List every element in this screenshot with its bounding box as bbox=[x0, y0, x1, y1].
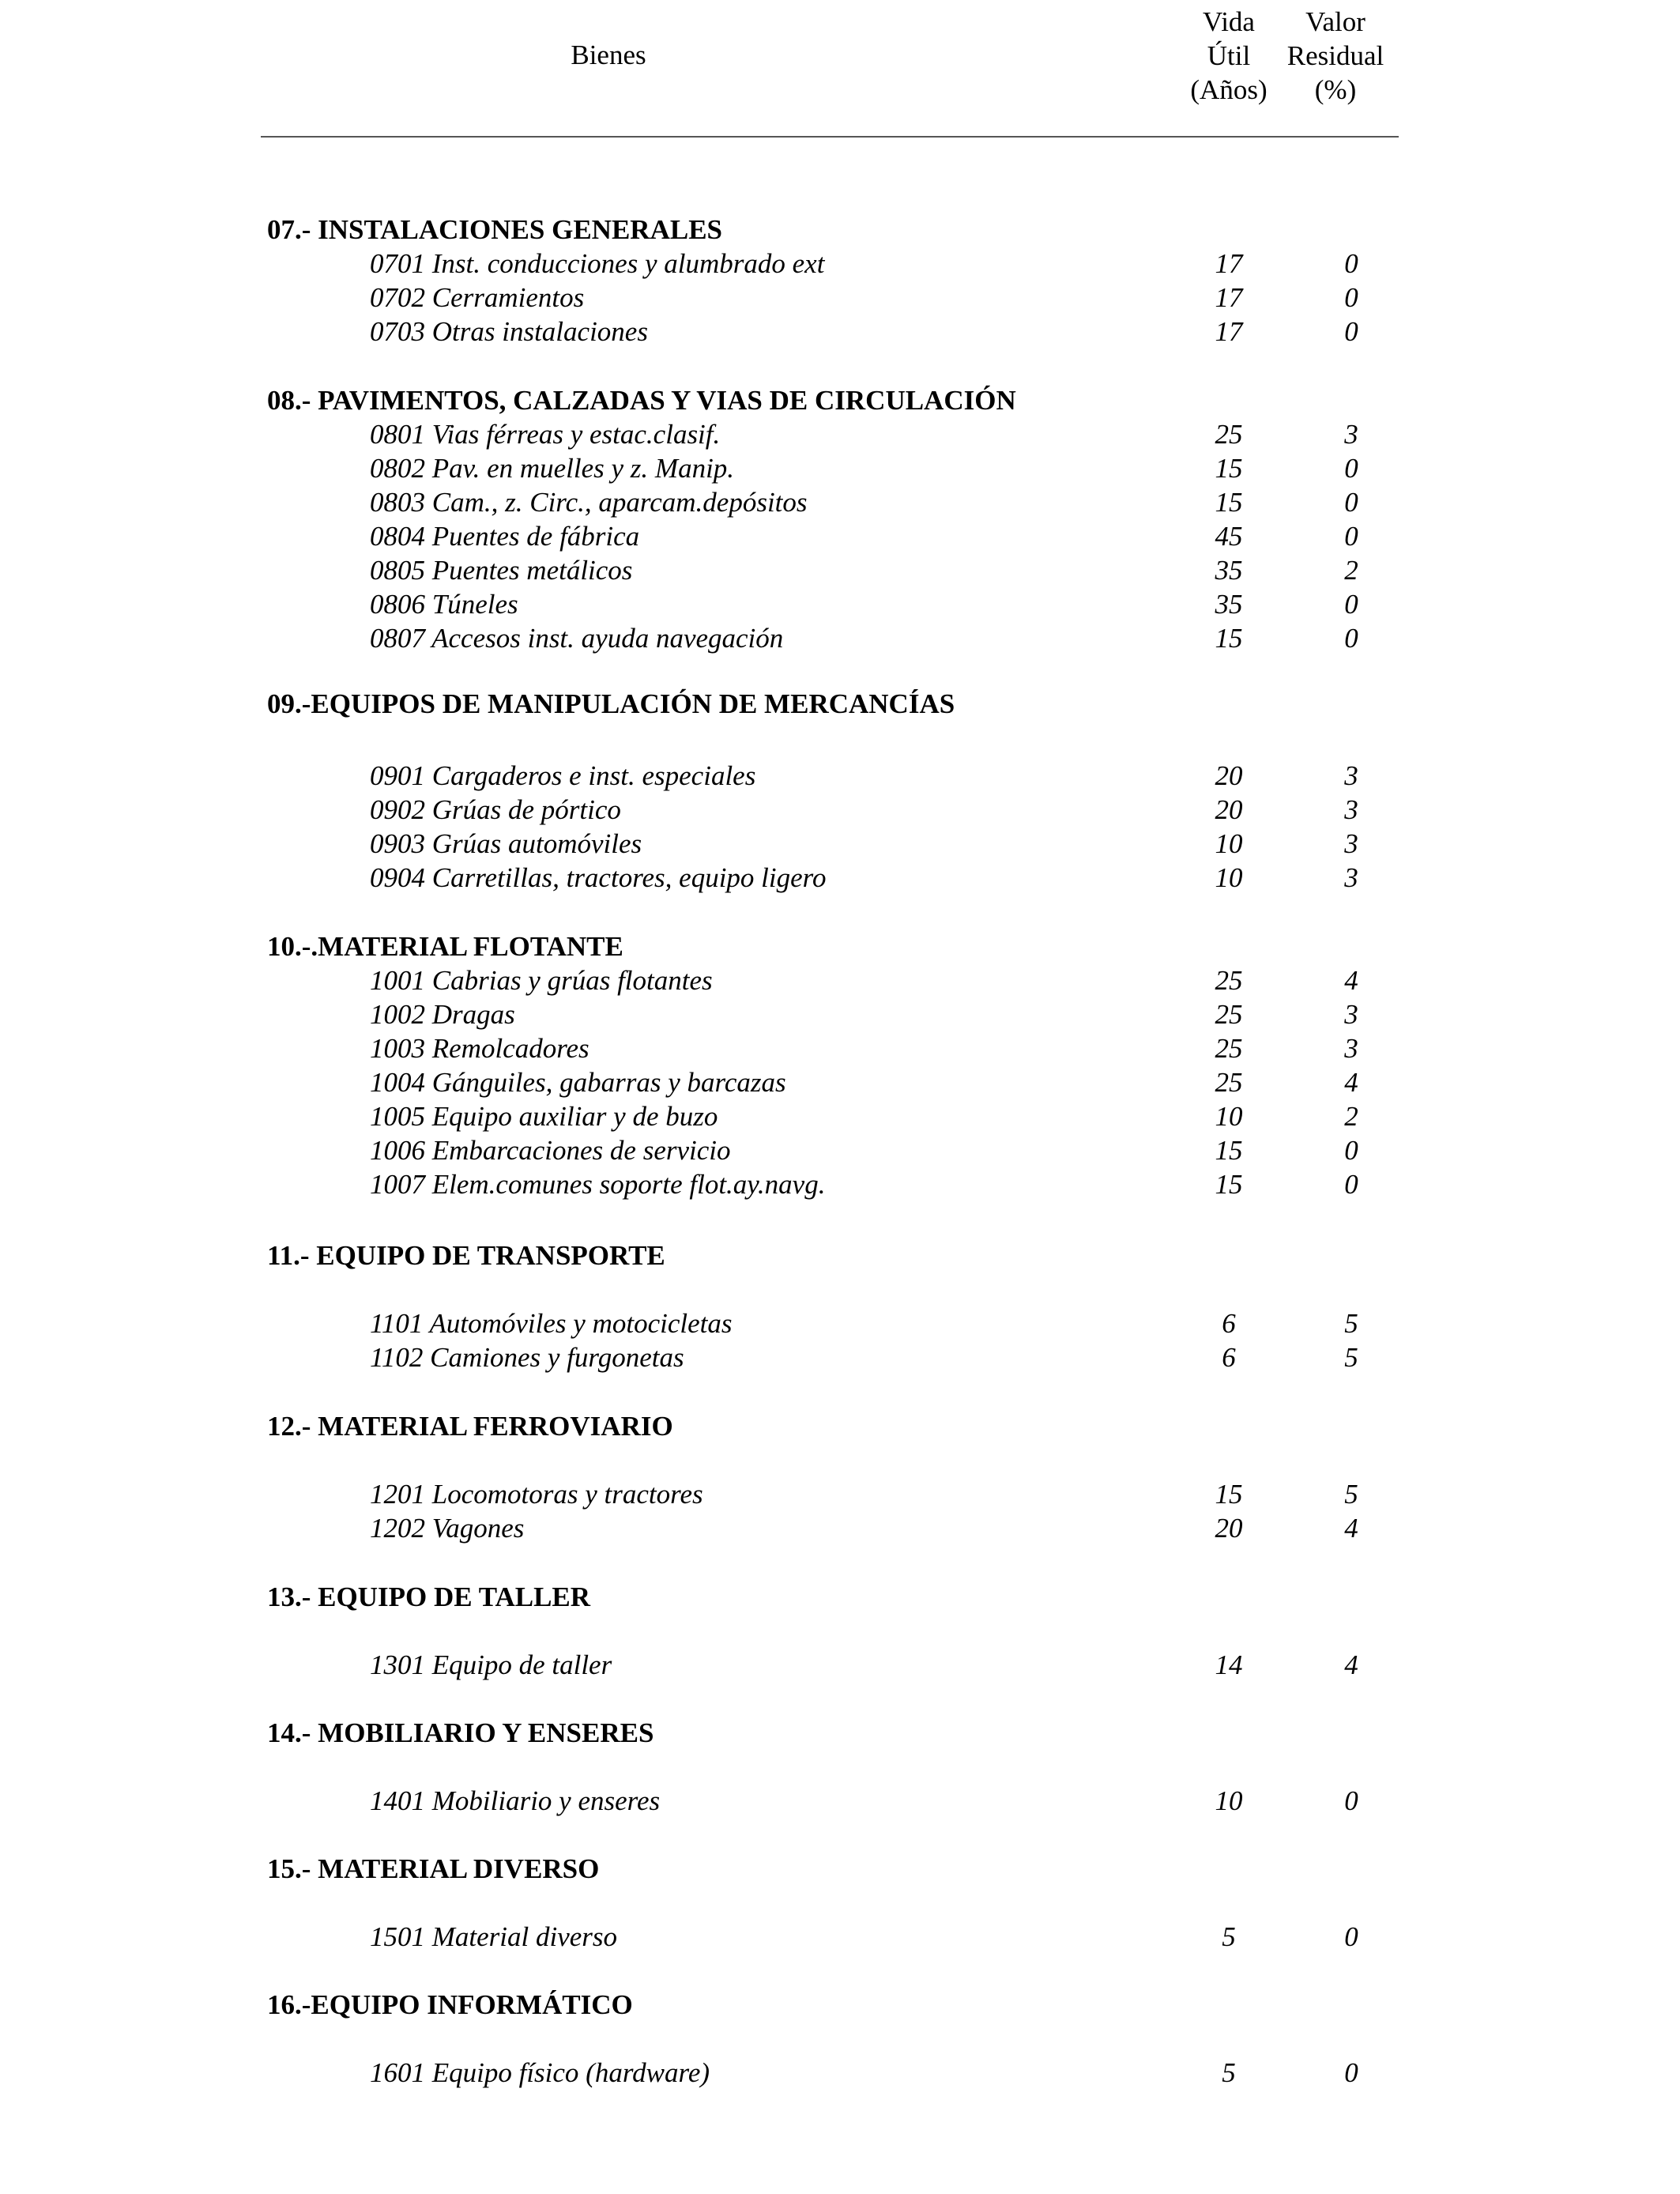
row-vida-util: 20 bbox=[1215, 760, 1243, 791]
row-valor-residual: 0 bbox=[1344, 589, 1358, 620]
table-row bbox=[0, 452, 1680, 485]
section-heading: 14.- MOBILIARIO Y ENSERES bbox=[267, 1717, 654, 1748]
row-label: 1003 Remolcadores bbox=[370, 1033, 590, 1064]
row-label: 1001 Cabrias y grúas flotantes bbox=[370, 965, 713, 996]
row-valor-residual: 3 bbox=[1344, 862, 1358, 893]
row-vida-util: 15 bbox=[1215, 487, 1243, 518]
row-vida-util: 45 bbox=[1215, 521, 1243, 552]
row-valor-residual: 0 bbox=[1344, 487, 1358, 518]
row-label: 1004 Gánguiles, gabarras y barcazas bbox=[370, 1067, 786, 1098]
row-valor-residual: 0 bbox=[1344, 2057, 1358, 2088]
row-label: 0802 Pav. en muelles y z. Manip. bbox=[370, 453, 735, 484]
table-row bbox=[0, 281, 1680, 315]
table-row bbox=[0, 418, 1680, 451]
row-valor-residual: 0 bbox=[1344, 1785, 1358, 1816]
row-label: 0902 Grúas de pórtico bbox=[370, 794, 621, 825]
table-row bbox=[0, 760, 1680, 793]
header-divider bbox=[261, 136, 1399, 138]
table-row bbox=[0, 794, 1680, 827]
table-row bbox=[0, 1478, 1680, 1511]
row-label: 1401 Mobiliario y enseres bbox=[370, 1785, 661, 1816]
column-header-valor-line3: (%) bbox=[1314, 74, 1357, 105]
row-label: 0805 Puentes metálicos bbox=[370, 555, 633, 586]
table-row bbox=[0, 861, 1680, 895]
row-label: 0702 Cerramientos bbox=[370, 282, 585, 313]
section-heading: 16.-EQUIPO INFORMÁTICO bbox=[267, 1989, 633, 2020]
row-vida-util: 25 bbox=[1215, 965, 1243, 996]
column-header-vida-line2: Útil bbox=[1207, 40, 1251, 71]
row-vida-util: 10 bbox=[1215, 1101, 1243, 1132]
row-valor-residual: 0 bbox=[1344, 1169, 1358, 1200]
row-valor-residual: 0 bbox=[1344, 521, 1358, 552]
row-valor-residual: 0 bbox=[1344, 1921, 1358, 1952]
row-valor-residual: 4 bbox=[1344, 1513, 1358, 1544]
column-header-valor-line1: Valor bbox=[1305, 6, 1365, 37]
row-valor-residual: 2 bbox=[1344, 555, 1358, 586]
row-vida-util: 6 bbox=[1222, 1342, 1236, 1373]
row-vida-util: 25 bbox=[1215, 419, 1243, 450]
table-row bbox=[0, 1341, 1680, 1374]
row-vida-util: 5 bbox=[1222, 2057, 1236, 2088]
row-vida-util: 20 bbox=[1215, 1513, 1243, 1544]
row-vida-util: 15 bbox=[1215, 1169, 1243, 1200]
table-row bbox=[0, 964, 1680, 997]
row-valor-residual: 0 bbox=[1344, 453, 1358, 484]
row-valor-residual: 0 bbox=[1344, 282, 1358, 313]
row-vida-util: 15 bbox=[1215, 453, 1243, 484]
row-label: 1005 Equipo auxiliar y de buzo bbox=[370, 1101, 718, 1132]
table-row bbox=[0, 315, 1680, 349]
row-vida-util: 25 bbox=[1215, 999, 1243, 1030]
row-label: 1601 Equipo físico (hardware) bbox=[370, 2057, 710, 2088]
row-valor-residual: 3 bbox=[1344, 794, 1358, 825]
column-header-bienes bbox=[545, 38, 672, 72]
row-valor-residual: 4 bbox=[1344, 965, 1358, 996]
row-vida-util: 10 bbox=[1215, 862, 1243, 893]
row-label: 0803 Cam., z. Circ., aparcam.depósitos bbox=[370, 487, 808, 518]
row-valor-residual: 2 bbox=[1344, 1101, 1358, 1132]
table-row bbox=[0, 827, 1680, 861]
row-vida-util: 15 bbox=[1215, 1135, 1243, 1166]
column-header-valor-line2: Residual bbox=[1286, 40, 1384, 71]
row-label: 1101 Automóviles y motocicletas bbox=[370, 1308, 733, 1339]
row-valor-residual: 4 bbox=[1344, 1067, 1358, 1098]
row-vida-util: 15 bbox=[1215, 623, 1243, 654]
row-label: 0901 Cargaderos e inst. especiales bbox=[370, 760, 756, 791]
section-heading: 07.- INSTALACIONES GENERALES bbox=[267, 214, 723, 245]
row-label: 1102 Camiones y furgonetas bbox=[370, 1342, 684, 1373]
row-vida-util: 17 bbox=[1215, 282, 1243, 313]
table-row bbox=[0, 1032, 1680, 1065]
row-valor-residual: 3 bbox=[1344, 760, 1358, 791]
section-heading: 12.- MATERIAL FERROVIARIO bbox=[267, 1411, 673, 1442]
table-row bbox=[0, 588, 1680, 621]
row-vida-util: 6 bbox=[1222, 1308, 1236, 1339]
row-valor-residual: 3 bbox=[1344, 828, 1358, 859]
row-label: 0903 Grúas automóviles bbox=[370, 828, 642, 859]
column-header-valor-residual bbox=[1272, 5, 1399, 107]
section-heading: 13.- EQUIPO DE TALLER bbox=[267, 1581, 591, 1612]
row-valor-residual: 0 bbox=[1344, 623, 1358, 654]
row-vida-util: 25 bbox=[1215, 1033, 1243, 1064]
section-heading: 10.-.MATERIAL FLOTANTE bbox=[267, 931, 623, 962]
row-label: 1007 Elem.comunes soporte flot.ay.navg. bbox=[370, 1169, 826, 1200]
table-row bbox=[0, 1512, 1680, 1545]
table-row bbox=[0, 1100, 1680, 1133]
row-label: 0801 Vias férreas y estac.clasif. bbox=[370, 419, 721, 450]
row-valor-residual: 4 bbox=[1344, 1649, 1358, 1680]
row-valor-residual: 3 bbox=[1344, 999, 1358, 1030]
row-label: 1202 Vagones bbox=[370, 1513, 525, 1544]
row-label: 0804 Puentes de fábrica bbox=[370, 521, 640, 552]
row-label: 0904 Carretillas, tractores, equipo ligero bbox=[370, 862, 827, 893]
table-row bbox=[0, 1168, 1680, 1201]
row-label: 0807 Accesos inst. ayuda navegación bbox=[370, 623, 784, 654]
table-row bbox=[0, 622, 1680, 655]
row-vida-util: 17 bbox=[1215, 316, 1243, 347]
section-heading: 09.-EQUIPOS DE MANIPULACIÓN DE MERCANCÍAS bbox=[267, 688, 955, 719]
row-valor-residual: 5 bbox=[1344, 1479, 1358, 1510]
row-label: 1002 Dragas bbox=[370, 999, 515, 1030]
row-vida-util: 14 bbox=[1215, 1649, 1243, 1680]
row-vida-util: 20 bbox=[1215, 794, 1243, 825]
table-row bbox=[0, 247, 1680, 281]
column-header-bienes-text: Bienes bbox=[571, 40, 646, 70]
table-row bbox=[0, 1785, 1680, 1818]
table-row bbox=[0, 1134, 1680, 1167]
row-label: 0806 Túneles bbox=[370, 589, 518, 620]
row-vida-util: 5 bbox=[1222, 1921, 1236, 1952]
row-vida-util: 17 bbox=[1215, 248, 1243, 279]
table-row bbox=[0, 998, 1680, 1031]
row-valor-residual: 3 bbox=[1344, 1033, 1358, 1064]
table-row bbox=[0, 520, 1680, 553]
row-vida-util: 15 bbox=[1215, 1479, 1243, 1510]
row-vida-util: 35 bbox=[1215, 555, 1243, 586]
row-label: 0701 Inst. conducciones y alumbrado ext bbox=[370, 248, 825, 279]
column-header-vida-line1: Vida bbox=[1203, 6, 1255, 37]
row-vida-util: 10 bbox=[1215, 1785, 1243, 1816]
row-valor-residual: 0 bbox=[1344, 316, 1358, 347]
row-label: 1201 Locomotoras y tractores bbox=[370, 1479, 703, 1510]
row-vida-util: 35 bbox=[1215, 589, 1243, 620]
row-valor-residual: 0 bbox=[1344, 248, 1358, 279]
row-vida-util: 25 bbox=[1215, 1067, 1243, 1098]
row-label: 1501 Material diverso bbox=[370, 1921, 618, 1952]
table-row bbox=[0, 2056, 1680, 2090]
row-valor-residual: 5 bbox=[1344, 1342, 1358, 1373]
row-label: 1301 Equipo de taller bbox=[370, 1649, 612, 1680]
section-heading: 15.- MATERIAL DIVERSO bbox=[267, 1853, 600, 1884]
row-valor-residual: 3 bbox=[1344, 419, 1358, 450]
row-label: 0703 Otras instalaciones bbox=[370, 316, 648, 347]
column-header-vida-util bbox=[1170, 5, 1288, 107]
row-label: 1006 Embarcaciones de servicio bbox=[370, 1135, 731, 1166]
row-valor-residual: 5 bbox=[1344, 1308, 1358, 1339]
table-row bbox=[0, 486, 1680, 519]
table-row bbox=[0, 1649, 1680, 1682]
table-row bbox=[0, 1921, 1680, 1954]
section-heading: 08.- PAVIMENTOS, CALZADAS Y VIAS DE CIRCULACIÓN bbox=[267, 385, 1016, 416]
section-heading: 11.- EQUIPO DE TRANSPORTE bbox=[267, 1240, 665, 1271]
table-row bbox=[0, 554, 1680, 587]
table-row bbox=[0, 1066, 1680, 1099]
row-valor-residual: 0 bbox=[1344, 1135, 1358, 1166]
table-row bbox=[0, 1307, 1680, 1340]
row-vida-util: 10 bbox=[1215, 828, 1243, 859]
column-header-vida-line3: (Años) bbox=[1190, 74, 1268, 105]
